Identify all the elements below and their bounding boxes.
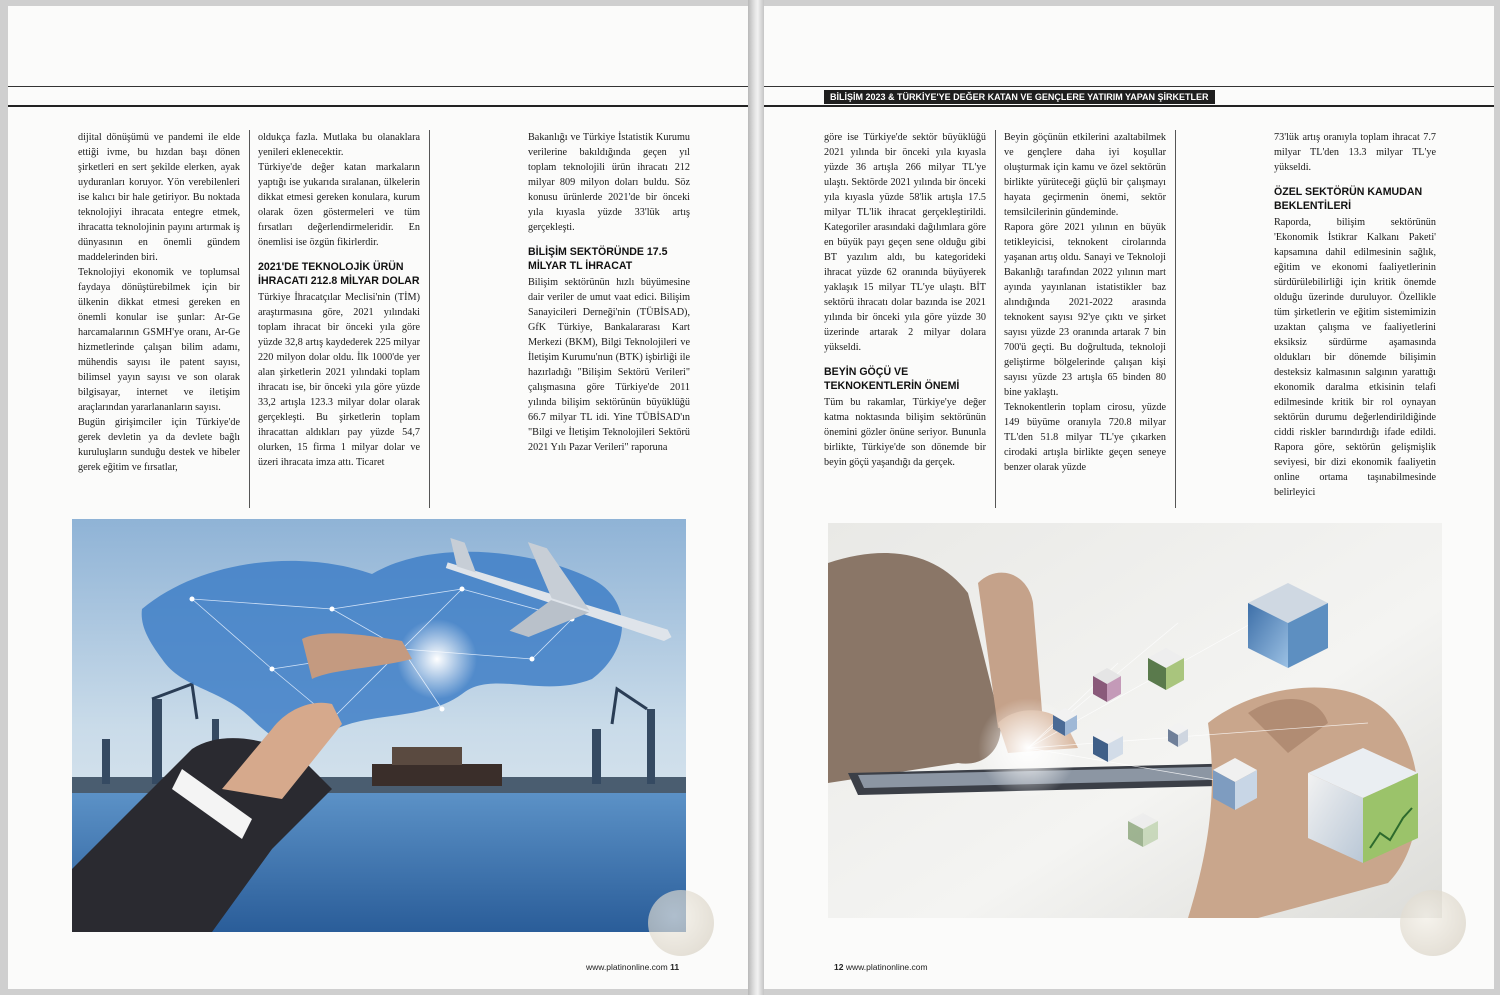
magazine-gutter xyxy=(748,0,764,995)
paragraph: Raporda, bilişim sektörünün 'Ekonomik İstikrar Kalkanı Paketi' kapsamına dahil edilmesinin sağlık, eğitim ve ekonomi faaliyetlerinin sürdürülebilirliği için kritik önemde olduğu üzerinde duruluyor. Özellikle tüm şirketlerin ve eğitim sistemimizin uzaktan çalışma ve faaliyetlerini eksiksiz sürdürme aşamasında oldukları bir dönemde bilişimin desteksiz kalmasının salgının yarattığı ekonomik daralma etkisinin telafi edilmesinde kritik bir rol oynayan sektörün durumu değerlendirildiğinde ciddi riskler barındırdığı ifade edildi. Rapora göre, sektörün gelişmişlik seviyesi, bir dizi ekonomik faaliyetin online ortama taşınabilmesinde belirleyici xyxy=(1274,217,1436,498)
footer-url: www.platinonline.com xyxy=(845,962,928,972)
top-rule xyxy=(764,86,1494,87)
paragraph: Tüm bu rakamlar, Türkiye'ye değer katma noktasında bilişim sektörünün önemini gözler önüne seriyor. Bununla birlikte, Türkiye'de son dönemde bir beyin göçü yaşandığı da gerçek. xyxy=(824,397,986,468)
digital-tablet-photo xyxy=(828,523,1442,918)
paragraph: Teknolojiyi ekonomik ve toplumsal faydaya dönüştürebilmek için bir ülkenin dikkat etmesi gereken en önemli konular ise şunlar: Ar-Ge harcamalarının GSMH'ye oranı, Ar-Ge hizmetlerinde çalışan bilim adamı, mühendis sayısı ile patent sayısı, bilimsel yayın sayısı ve son olarak bilgisayar, internet ve iletişim araçlarından yararlananların sayısı. xyxy=(78,267,240,413)
world-trade-photo xyxy=(72,519,686,932)
left-col-2 xyxy=(258,130,420,470)
left-col-1 xyxy=(78,130,240,475)
column-divider xyxy=(1175,130,1176,508)
paragraph: Türkiye İhracatçılar Meclisi'nin (TİM) araştırmasına göre, 2021 yılındaki toplam ihracat bir önceki yıla göre yüzde 32,8 artış kaydederek 225 milyar 220 milyon dolar oldu. İlk 1000'de yer alan şirketlerin 2021 yılındaki toplam ihracatı ise, bir önceki yıla göre yüzde 33,2 artışla 123.3 milyar dolar olarak gerçekleşti. Bu şirketlerin toplam ihracattan aldıkları pay yüzde 54,7 olurken, 15 firma 1 milyar dolar ve üzeri ihracata imza attı. Ticaret xyxy=(258,292,420,468)
paragraph: Türkiye'de değer katan markaların yaptığı ise yukarıda sıralanan, ülkelerin dikkat etmesi gereken konulara, kurum olarak özen göstermeleri ve tüm fırsatları değerlendirmeleridir. En önemlisi ise özgün fikirlerdir. xyxy=(258,162,420,248)
header-rule xyxy=(8,105,748,107)
page-number: 11 xyxy=(670,962,680,972)
header-rule xyxy=(764,105,1494,107)
right-col-1 xyxy=(824,130,986,470)
column-divider xyxy=(429,130,430,508)
page-number: 12 xyxy=(834,962,844,972)
platin-watermark-icon xyxy=(648,890,714,956)
right-page xyxy=(764,6,1494,989)
paragraph: Teknokentlerin toplam cirosu, yüzde 149 büyüme oranıyla 720.8 milyar TL'den 51.8 milyar TL'ye çıkarken cirodaki artışla birlikte geçen seneye benzer olarak yüzde xyxy=(1004,402,1166,473)
section-heading: BEYİN GÖÇÜ VE TEKNOKENTLERİN ÖNEMİ xyxy=(824,366,960,392)
column-divider xyxy=(249,130,250,508)
page-footer xyxy=(834,962,928,972)
right-col-2 xyxy=(1004,130,1166,475)
paragraph: göre ise Türkiye'de sektör büyüklüğü 2021 yılında bir önceki yıla kıyasla yüzde 36 artışla 266 milyar TL'ye ulaştı. Sektörde 2021 yılında bir önceki yıla kıyasla yüzde 58'lik artışla 17.5 milyar TL'lik ihracat gerçekleştirildi. Kategoriler arasındaki dağılımlara göre en büyük payı geçen sene olduğu gibi BT yazılım aldı, bu kategorideki ihracat yüzde 62 oranında büyüyerek yaklaşık 15 milyar TL'ye ulaştı. BİT sektörü ihracatı dolar bazında ise 2021 yılında bir önceki yıla göre yüzde 30 üzerinde artarak 2 milyar dolara yükseldi. xyxy=(824,132,986,353)
paragraph: Bakanlığı ve Türkiye İstatistik Kurumu verilerine bakıldığında geçen yıl toplam teknolojili ürün ihracatı 212 milyar 809 milyon doları buldu. Söz konusu ürünlerde 2021'de bir önceki yıla kıyasla yüzde 33'lük artış gerçekleşti. xyxy=(528,132,690,233)
section-heading: ÖZEL SEKTÖRÜN KAMUDAN BEKLENTİLERİ xyxy=(1274,186,1423,212)
platin-watermark-icon xyxy=(1400,890,1466,956)
paragraph: Beyin göçünün etkilerini azaltabilmek ve gençlere daha iyi koşullar oluşturmak için kamu ve özel sektörün birlikte yürüteceği güçlü bir çalışmayı hayata geçirmenin önemi, sektör temsilcilerinin gündeminde. xyxy=(1004,132,1166,218)
paragraph: Bilişim sektörünün hızlı büyümesine dair veriler de umut vaat edici. Bilişim Sanayicileri Derneği'nin (TÜBİSAD), GfK Türkiye, Bankalararası Kart Merkezi (BKM), Bilgi Teknolojileri ve İletişim Kurumu'nun (BTK) işbirliği ile hazırladığı "Bilişim Sektörü Verileri" çalışmasına göre Türkiye'de 2011 yılında bilişim sektörünün büyüklüğü 66.7 milyar TL idi. Yine TÜBİSAD'ın "Bilgi ve İletişim Teknolojileri Sektörü 2021 Yılı Pazar Verileri" raporuna xyxy=(528,277,690,453)
top-rule xyxy=(8,86,748,87)
footer-url: www.platinonline.com xyxy=(586,962,668,972)
column-divider xyxy=(995,130,996,508)
left-page xyxy=(8,6,748,989)
right-col-3 xyxy=(1274,130,1436,500)
section-heading: 2021'DE TEKNOLOJİK ÜRÜN İHRACATI 212.8 MİLYAR DOLAR xyxy=(258,261,420,287)
paragraph: Bugün girişimciler için Türkiye'de gerek devletin ya da devlete bağlı kuruluşların sunduğu destek ve hibeler gerek eğitim ve fırsatlar, xyxy=(78,417,240,473)
page-footer xyxy=(586,962,679,972)
paragraph: Rapora göre 2021 yılının en büyük tetikleyicisi, teknokent cirolarında yaşanan artış oldu. Sanayi ve Teknoloji Bakanlığı tarafından 2022 yılının mart ayında yayınlanan istatistikler baz alındığında 2021-2022 arasında teknokent sayısı 92'ye çıktı ve şirket sayısı yüzde 23 oranında artarak 7 bin 700'ü geçti. Bu doğrultuda, teknoloji geliştirme bölgelerinde çalışan kişi sayısı yüzde 23 artışla 65 binden 80 bine yaklaştı. xyxy=(1004,222,1166,398)
paragraph: oldukça fazla. Mutlaka bu olanaklara yenileri eklenecektir. xyxy=(258,132,420,158)
paragraph: 73'lük artış oranıyla toplam ihracat 7.7 milyar TL'den 13.3 milyar TL'ye yükseldi. xyxy=(1274,132,1436,173)
left-col-3 xyxy=(528,130,690,455)
paragraph: dijital dönüşümü ve pandemi ile elde ettiği ivme, bu hızdan başı dönen şirketleri en sert şekilde elerken, ayak uyduranları koruyor. Yön verebilenleri ise kalıcı bir hale getiriyor. Bu noktada teknolojiyi ihracata entegre etmek, ihracatta teknolojinin payını artırmak iş dünyasının en önemli gündem maddelerinden biri. xyxy=(78,132,240,263)
section-header-band: BİLİŞİM 2023 & TÜRKİYE'YE DEĞER KATAN VE GENÇLERE YATIRIM YAPAN ŞİRKETLER xyxy=(824,90,1215,104)
section-heading: BİLİŞİM SEKTÖRÜNDE 17.5 MİLYAR TL İHRACAT xyxy=(528,246,668,272)
